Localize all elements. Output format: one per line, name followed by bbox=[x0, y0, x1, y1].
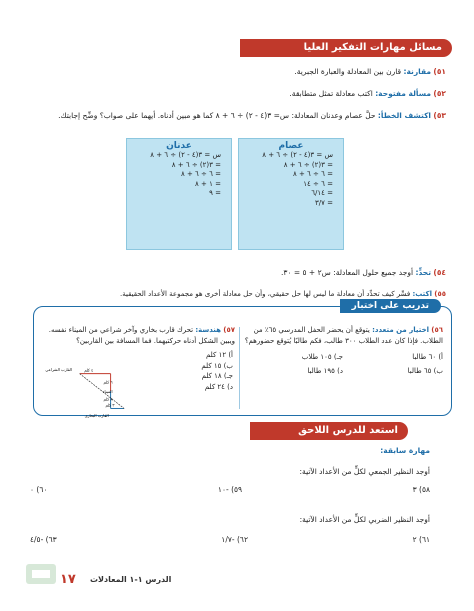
exercise-item: ٦٢) -١/٧ bbox=[221, 535, 248, 544]
test-practice-title: تدريب على اختبار bbox=[340, 299, 441, 313]
problem-54: ٥٤) تحدٍّ: أوجد جميع حلول المعادلة: س٢ + ٥ = ٣٠. bbox=[281, 268, 446, 277]
adnan-name: عدنان bbox=[166, 141, 192, 151]
choice[interactable]: جـ) ١٠٥ طلاب bbox=[301, 353, 343, 361]
diagram-label: الميناء bbox=[102, 389, 113, 394]
adnan-line: = ٩ bbox=[209, 189, 221, 197]
section-banner-higher-order: مسائل مهارات التفكير العليا bbox=[240, 39, 452, 57]
page-number: ١٧ bbox=[60, 572, 76, 587]
ministry-logo-icon bbox=[24, 560, 58, 590]
problem-52: ٥٢) مسألة مفتوحة: اكتب معادلة تمثل متطابقة. bbox=[289, 89, 446, 98]
error-analysis-boxes bbox=[126, 138, 344, 248]
adnan-line: س = ٣(٤ - ٢) ÷ ٦ + ٨ bbox=[150, 151, 221, 159]
exercise-item: ٦٣) -٤/٥ bbox=[30, 535, 57, 544]
choice[interactable]: جـ) ١٨ كلم bbox=[201, 372, 233, 380]
choice[interactable]: د) ١٩٥ طالبا bbox=[307, 366, 343, 375]
adnan-line: = ٣(٢) ÷ ٦ + ٨ bbox=[171, 160, 221, 169]
adnan-line: = ١ + ٨ bbox=[195, 179, 221, 188]
essam-line: = ٦ ÷ ٦ + ٨ bbox=[292, 170, 333, 178]
question-56: ٥٦) اختيار من متعدد: يتوقع أن يحضر الحفل المدرسي ٦٥٪ من الطلاب. فإذا كان عدد الطلاب ٣٠٠ طالب، فكم طالبًا يُتوقع حضورهم؟ أ) ٦٠ طالبا جـ) ١٠٥ طلاب ب) ٦٥ طالبا د) ١٩٥ طالبا bbox=[244, 326, 443, 375]
multiplicative-inverse-instructions: أوجد النظير الضربي لكلٍّ من الأعداد الآتية: bbox=[299, 515, 430, 524]
diagram-label: ٤ كلم bbox=[84, 367, 94, 373]
choice[interactable]: أ) ١٢ كلم bbox=[206, 351, 233, 359]
essam-line: = ٣/٧ bbox=[315, 198, 333, 207]
problem-53: ٥٣) اكتشف الخطأ: حلَّ عصام وعدنان المعادلة: س= ٣(٤ - ٢) ÷ ٦ + ٨ كما هو مبين أدناه. أيهما على صواب؟ وضِّح إجابتك. bbox=[58, 111, 446, 120]
adnan-line: = ٦ ÷ ٦ + ٨ bbox=[180, 170, 221, 178]
diagram-label: القارب البخاري bbox=[84, 413, 109, 419]
choice[interactable]: د) ٢٤ كلم bbox=[204, 382, 233, 391]
diagram-label: ٨ كلم bbox=[103, 396, 113, 402]
problem-51: ٥١) مقارنة: قارن بين المعادلة والعبارة الجبرية. bbox=[294, 67, 446, 76]
essam-line: = ٦/١٤ bbox=[311, 189, 333, 197]
adnan-solution bbox=[126, 138, 232, 250]
prior-skill-label: مهارة سابقة: bbox=[380, 446, 430, 455]
essam-solution bbox=[238, 138, 344, 250]
multiplicative-inverse-items bbox=[30, 534, 430, 545]
choice[interactable]: أ) ٦٠ طالبا bbox=[412, 353, 443, 361]
test-practice-box bbox=[33, 301, 452, 419]
essam-line: = ٣(٢) ÷ ٦ + ٨ bbox=[283, 160, 333, 169]
choice[interactable]: ب) ٦٥ طالبا bbox=[407, 366, 443, 375]
choice[interactable]: ب) ١٥ كلم bbox=[201, 361, 233, 370]
exercise-item: ٥٩) -١٠ bbox=[217, 485, 243, 494]
problem-55: ٥٥) اكتب: فسِّر كيف تحدِّد أن معادلة ما ليس لها حل حقيقي، وأن حل معادلة أخرى هو مجموعة الأعداد الحقيقية. bbox=[120, 290, 446, 298]
essam-line: = ٦ ÷ ١٤ bbox=[303, 179, 333, 188]
essam-line: س = ٣(٤ - ٢) ÷ ٦ + ٨ bbox=[262, 151, 333, 159]
exercise-item: ٦١) ٢ bbox=[412, 535, 430, 544]
diagram-label: ٣ كلم bbox=[105, 402, 115, 408]
section-banner-prepare: استعد للدرس اللاحق bbox=[250, 422, 408, 440]
exercise-item: ٥٨) ٣ bbox=[412, 485, 430, 494]
additive-inverse-instructions: أوجد النظير الجمعي لكلٍّ من الأعداد الآتية: bbox=[299, 467, 430, 476]
question-57: ٥٧) هندسة: تحرك قارب بخاري وآخر شراعي من الميناء نفسه. ويبين الشكل أدناه حركتيهما. فما المسافة بين القاربين؟ أ) ١٢ كلم ب) ١٥ كلم جـ) ١٨ كلم د) ٢٤ كلم القارب الشراعي ٤ كلم ٦ كلم الميناء ٨ كلم القارب البخاري ٣ كلم bbox=[40, 325, 235, 392]
diagram-label: القارب الشراعي bbox=[45, 366, 72, 372]
column-divider bbox=[239, 327, 240, 409]
diagram-label: ٦ كلم bbox=[103, 379, 113, 385]
essam-name: عصام bbox=[278, 141, 304, 151]
additive-inverse-items bbox=[30, 484, 430, 495]
exercise-item: ٦٠) ٠ bbox=[30, 485, 48, 494]
lesson-footer: الدرس ١-١ المعادلات bbox=[90, 575, 172, 584]
boats-diagram bbox=[45, 363, 128, 423]
